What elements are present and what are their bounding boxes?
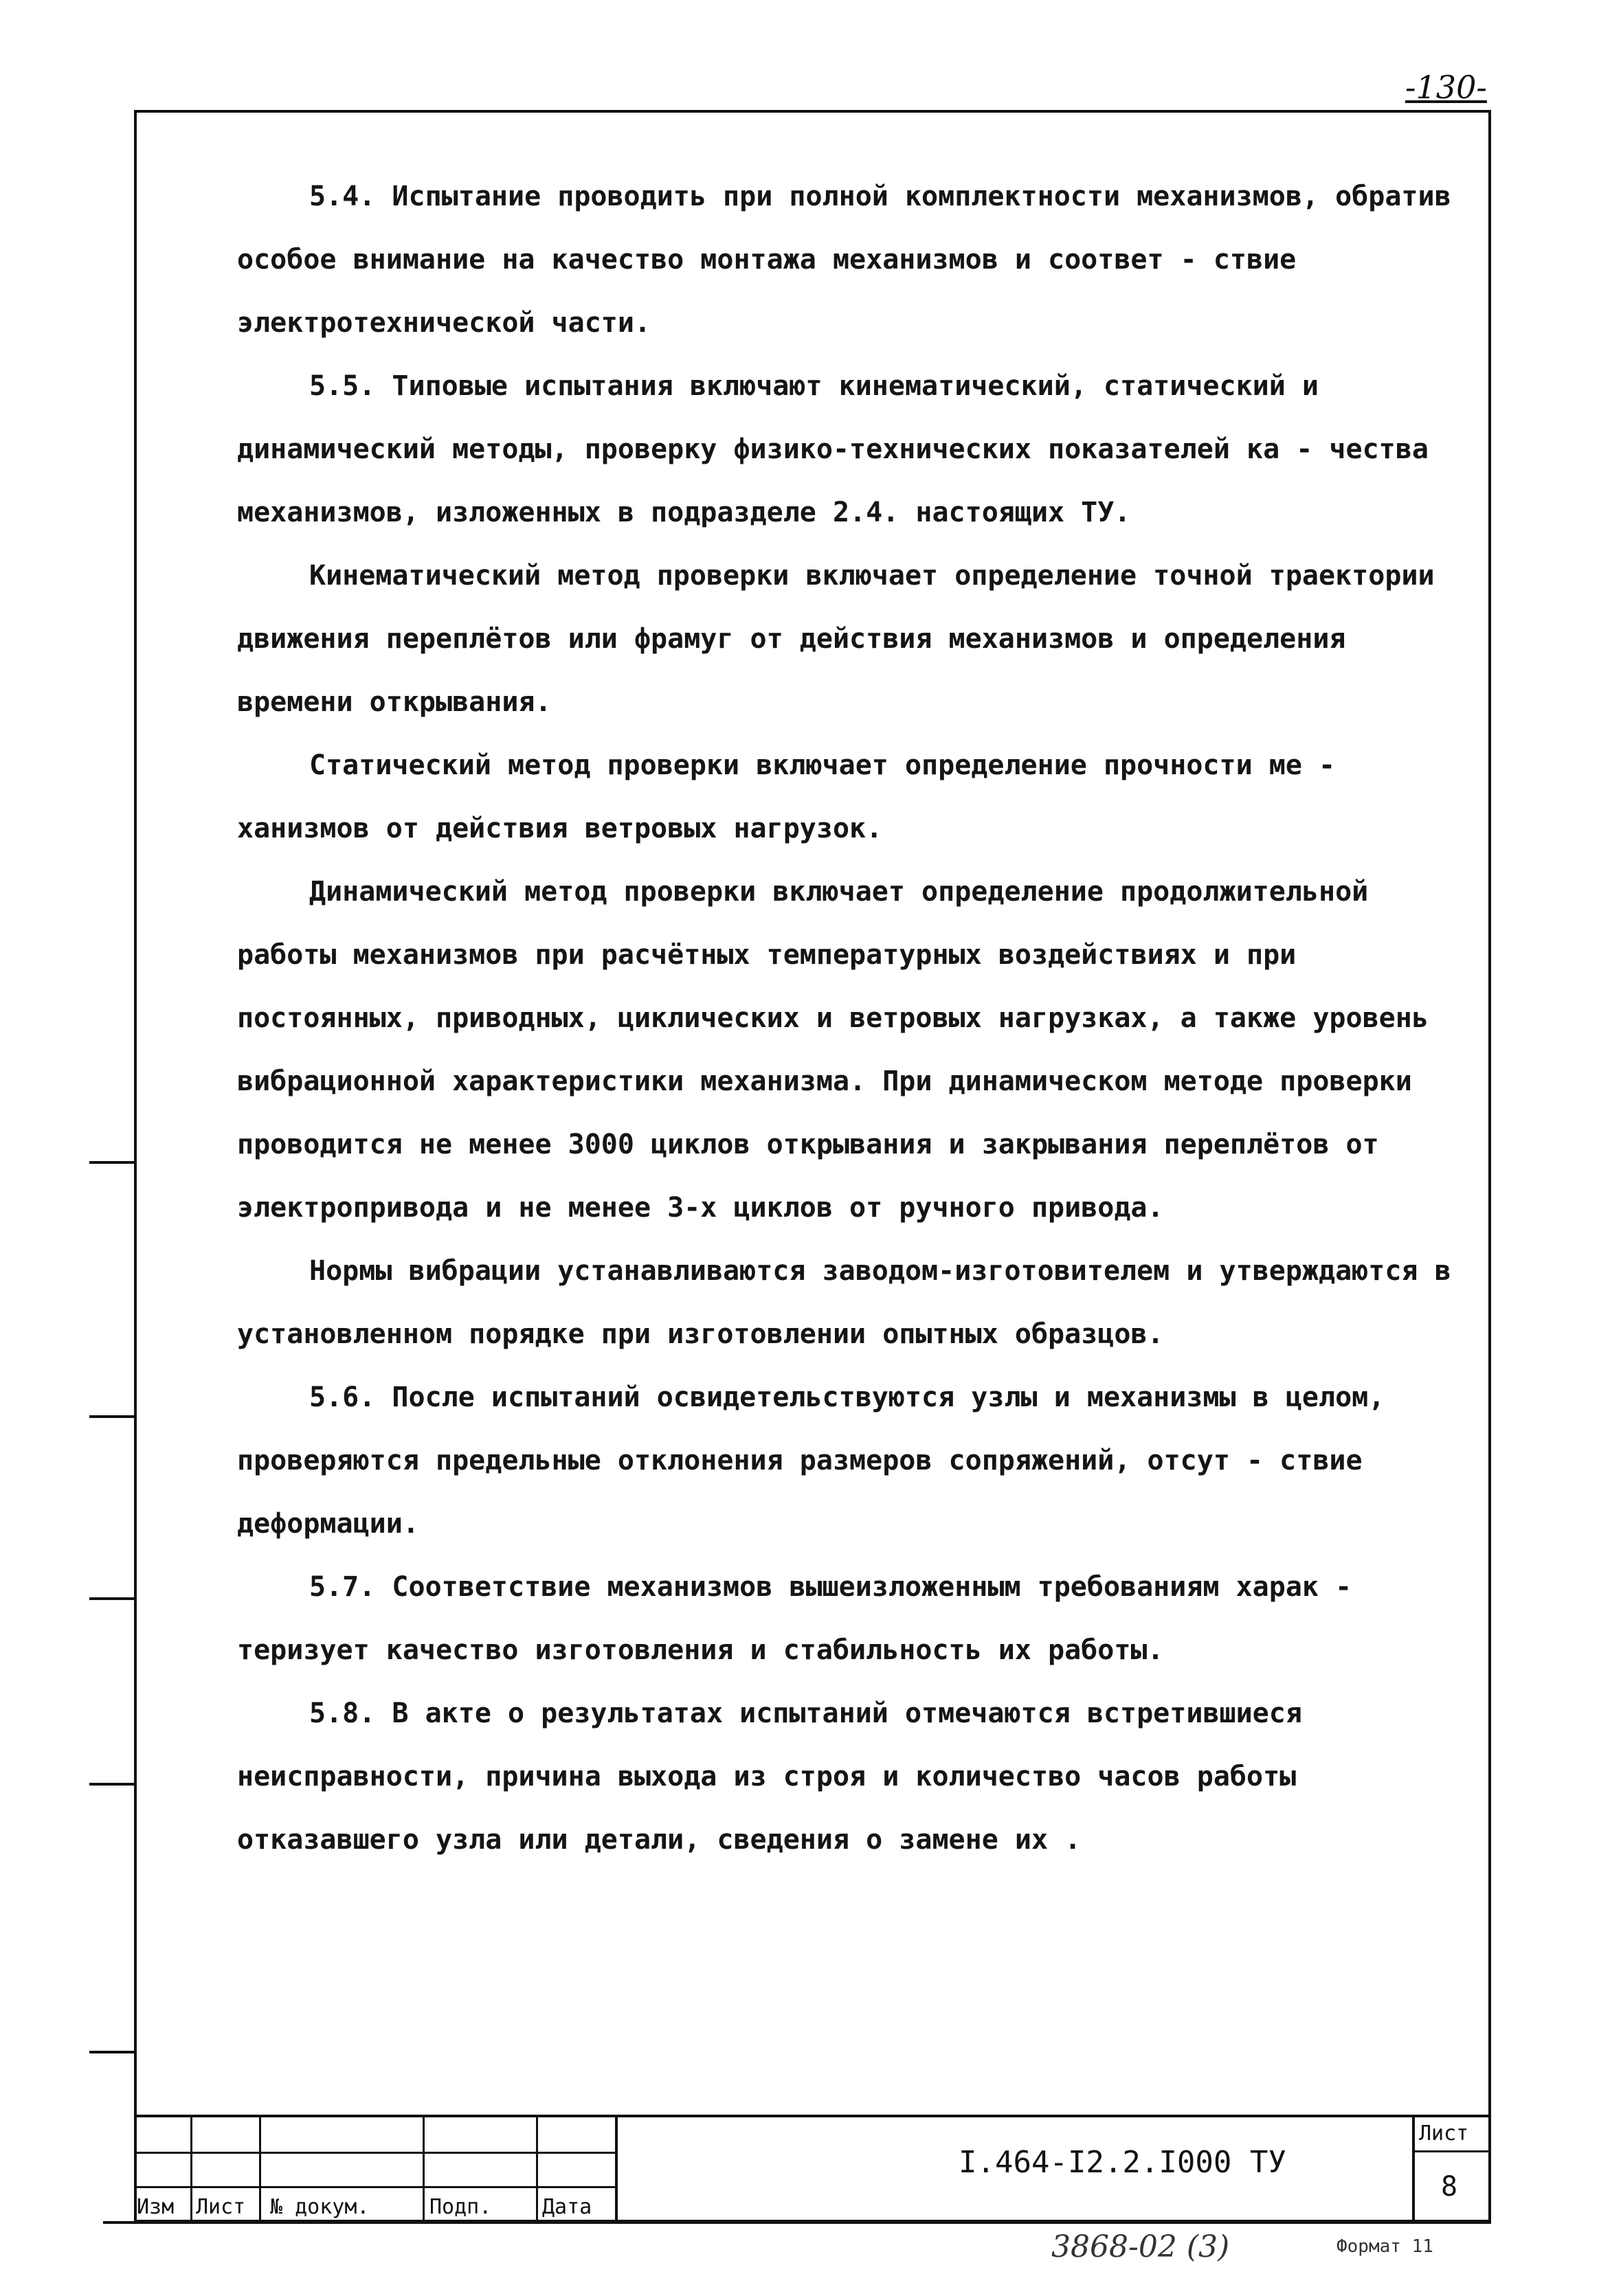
margin-tick [89, 2051, 136, 2053]
column-list-label: Лист [196, 2195, 246, 2219]
sheet-box [1412, 2117, 1488, 2222]
paragraph-5-8: 5.8. В акте о результатах испытаний отмечаются встретившиеся неисправности, причина выхода из строя и количество часов работы отказавшего узла или детали, сведения о замене их . [237, 1698, 1302, 1856]
paragraph-5-5: 5.5. Типовые испытания включают кинематический, статический и динамический методы, проверку физико-технических показателей ка - чества механизмов, изложенных в подразделе 2.4. настоящих ТУ. [237, 370, 1429, 528]
document-code: I.464-I2.2.I000 ТУ [959, 2145, 1286, 2180]
column-date-label: Дата [542, 2195, 592, 2219]
sheet-label: Лист [1419, 2121, 1469, 2146]
table-rule [536, 2117, 538, 2222]
revision-table [134, 2117, 615, 2222]
table-rule [134, 2186, 615, 2188]
table-rule [190, 2117, 192, 2222]
table-rule [134, 2152, 615, 2154]
table-rule [259, 2117, 261, 2222]
margin-tick [89, 1161, 136, 1164]
document-body [237, 165, 1474, 1871]
paragraph-dynamic: Динамический метод проверки включает определение продолжительной работы механизмов при расчётных температурных воздействиях и при постоянных, приводных, циклических и ветровых нагрузках, а также уровень вибрационной характеристики механизма. При динамическом методе проверки проводится не менее 3000 циклов открывания и закрывания переплётов от электропривода и не менее 3-х циклов от ручного привода. [237, 876, 1429, 1224]
margin-tick [89, 1783, 136, 1786]
margin-tick [89, 1415, 136, 1418]
sheet-number: 8 [1441, 2171, 1458, 2203]
column-izm-label: Изм [137, 2195, 175, 2219]
paragraph-5-4: 5.4. Испытание проводить при полной комплектности механизмов, обратив особое внимание на качество монтажа механизмов и соответ - ствие электротехнической части. [237, 181, 1451, 339]
title-block [134, 2115, 1491, 2222]
paragraph-kinematic: Кинематический метод проверки включает определение точной траектории движения переплётов или фрамуг от действия механизмов и определения времени открывания. [237, 560, 1435, 718]
table-rule [615, 2117, 618, 2222]
archive-number: 3868-02 (3) [1051, 2229, 1230, 2264]
table-rule [423, 2117, 425, 2222]
paragraph-5-7: 5.7. Соответствие механизмов вышеизложенным требованиям харак - теризует качество изготовления и стабильность их работы. [237, 1571, 1352, 1666]
format-label: Формат 11 [1337, 2236, 1433, 2257]
paragraph-static: Статический метод проверки включает определение прочности ме - ханизмов от действия ветровых нагрузок. [237, 750, 1336, 844]
bottom-rule [103, 2221, 1491, 2224]
paragraph-5-6: 5.6. После испытаний освидетельствуются узлы и механизмы в целом, проверяются предельные отклонения размеров сопряжений, отсут - ствие деформации. [237, 1382, 1385, 1540]
table-rule [1415, 2150, 1488, 2152]
margin-tick [89, 1597, 136, 1600]
paragraph-vibration: Нормы вибрации устанавливаются заводом-изготовителем и утверждаются в установленном порядке при изготовлении опытных образцов. [237, 1255, 1451, 1350]
column-sign-label: Подп. [429, 2195, 492, 2219]
column-doc-label: № докум. [270, 2195, 370, 2219]
page-number: -130- [1405, 69, 1487, 106]
